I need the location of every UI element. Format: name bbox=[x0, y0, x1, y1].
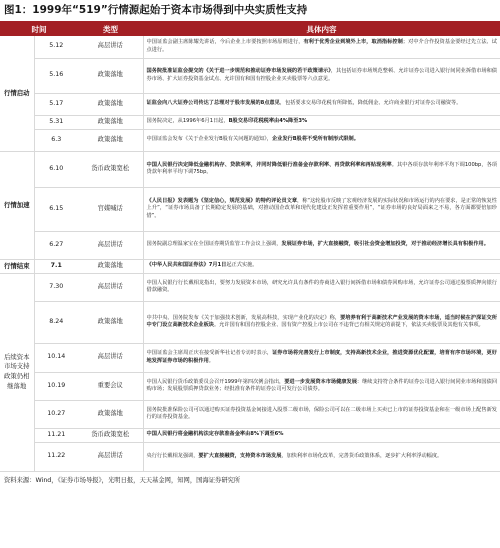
content-emphasis: 《中华人民共和国证券法》7月1日 bbox=[146, 262, 227, 269]
row-content bbox=[143, 428, 500, 442]
table-row bbox=[0, 58, 500, 93]
content-emphasis: 国务院批准证监会提交的《关于进一步规范和推动证券市场发展的若干政策请示》 bbox=[146, 68, 331, 75]
row-type: 政策落地 bbox=[78, 58, 143, 93]
row-type: 官媒喊话 bbox=[78, 187, 143, 231]
table-row bbox=[0, 400, 500, 428]
header-content: 具体内容 bbox=[143, 22, 500, 36]
table-row bbox=[0, 151, 500, 187]
content-emphasis: 要进一步发展资本市场健康发展 bbox=[284, 378, 357, 385]
row-content bbox=[143, 93, 500, 115]
content-emphasis: 企业发行B股将不受所有制形式限制。 bbox=[271, 136, 359, 143]
content-text: 央行行长戴相龙强调， bbox=[146, 452, 199, 459]
header-type: 类型 bbox=[78, 22, 143, 36]
row-type: 政策落地 bbox=[78, 259, 143, 273]
row-content bbox=[143, 343, 500, 372]
table-row bbox=[0, 129, 500, 151]
row-date: 8.24 bbox=[34, 301, 78, 343]
row-date: 10.14 bbox=[34, 343, 78, 372]
table-row bbox=[0, 442, 500, 471]
content-emphasis: 发展证券市场，扩大直接融资，吸引社会资金增加投资，对于推动经济增长具有积极作用。 bbox=[281, 241, 489, 248]
row-date: 6.10 bbox=[34, 151, 78, 187]
phase-label: 行情结束 bbox=[0, 259, 34, 273]
row-date: 6.3 bbox=[34, 129, 78, 151]
table-row bbox=[0, 372, 500, 400]
source-note: 资料来源：Wind，《证券市场导报》，光明日报，天天基金网，知网，国海证券研究所 bbox=[4, 476, 241, 484]
row-content bbox=[143, 36, 500, 58]
row-date: 7.30 bbox=[34, 273, 78, 301]
phase-label: 后续资本市场支持政策仍相继落地 bbox=[0, 273, 34, 471]
content-text: 中国证监会主席周正庆在接受新华社记者专访时表示， bbox=[146, 350, 273, 357]
row-date: 10.19 bbox=[34, 372, 78, 400]
row-content bbox=[143, 259, 500, 273]
row-date: 6.15 bbox=[34, 187, 78, 231]
row-date: 5.17 bbox=[34, 93, 78, 115]
row-type: 政策落地 bbox=[78, 93, 143, 115]
content-text: 。 bbox=[208, 357, 214, 364]
row-type: 货币政策宽松 bbox=[78, 151, 143, 187]
content-text: 中共中央、国务院发布《关于加强技术创新，发展高科技，实现产业化的决定》称， bbox=[146, 314, 341, 321]
table-body bbox=[0, 36, 500, 471]
table-row bbox=[0, 115, 500, 129]
row-content bbox=[143, 129, 500, 151]
content-text: 。允许国有和国有控股企业、国有资产控股上市公司在不违背已有相关规定的前提下，依法买卖股票及其他有关事项。 bbox=[213, 322, 484, 328]
row-type: 高层讲话 bbox=[78, 442, 143, 471]
table-row bbox=[0, 93, 500, 115]
table-row bbox=[0, 36, 500, 58]
content-text: ；对中介合作投资基金要经过先立法、试点进行。 bbox=[146, 39, 497, 53]
row-type: 政策落地 bbox=[78, 115, 143, 129]
row-content bbox=[143, 301, 500, 343]
row-date: 10.27 bbox=[34, 400, 78, 428]
content-text: 起正式实施。 bbox=[226, 262, 258, 269]
row-content bbox=[143, 115, 500, 129]
content-text: 中国证监会发布《关于企业发行B股有关问题的通知》， bbox=[146, 136, 272, 143]
table-row bbox=[0, 187, 500, 231]
row-content bbox=[143, 187, 500, 231]
header-period: 时间 bbox=[0, 22, 78, 36]
row-date: 5.31 bbox=[34, 115, 78, 129]
row-content bbox=[143, 372, 500, 400]
phase-label: 行情启动 bbox=[0, 36, 34, 151]
content-text: 国务院副总理温家宝在全国证券期货监管工作会议上强调， bbox=[146, 241, 282, 248]
content-text: 国务院决定，从1996年6月1日起， bbox=[146, 118, 229, 125]
table-row bbox=[0, 428, 500, 442]
content-text: 国务院批准保险公司可以通过购买证券投资基金间接进入股票二级市场，保险公司可以在二级市场上买卖已上市的证券投资基金和在一级市场上配售新发行的证券投资基金。 bbox=[146, 406, 497, 420]
row-date: 11.21 bbox=[34, 428, 78, 442]
content-text: 中国人民银行行长戴相龙指出，要努力发展资本市场，研究允许具有条件的券商进入银行间拆借市场和债券回购市场，允许证券公司通过股票质押向银行借款融资。 bbox=[146, 279, 497, 293]
table-row bbox=[0, 259, 500, 273]
content-text: ，其包括证券市场规范整顿、允许证券公司进入银行间同业拆借市场和债券市场、扩大证券投资基金试点、允许国有和国有控股企业买卖股票等六点意见。 bbox=[146, 68, 497, 82]
row-type: 高层讲话 bbox=[78, 273, 143, 301]
phase-label: 行情加速 bbox=[0, 151, 34, 259]
row-type: 高层讲话 bbox=[78, 231, 143, 259]
row-content bbox=[143, 151, 500, 187]
content-emphasis: 要培养有利于高新技术产业发展的资本市场，适当时候在沪深证交所中专门设立高新技术企业板块 bbox=[146, 314, 497, 328]
row-content bbox=[143, 442, 500, 471]
row-type: 高层讲话 bbox=[78, 36, 143, 58]
row-date: 6.27 bbox=[34, 231, 78, 259]
row-date: 5.16 bbox=[34, 58, 78, 93]
content-emphasis: 中国人民银行决定降低金融机构存、贷款利率，并同时降低银行准备金存款利率、再贷款利率和再贴现利率 bbox=[146, 161, 392, 168]
content-emphasis: 中国人民银行将金融机构法定存款准备金率由8%下调至6% bbox=[146, 431, 284, 438]
content-emphasis: 有利于优秀企业到境外上市，取消指标控制 bbox=[303, 39, 403, 46]
content-text: 。其中各项存款年利率平均下调100bp，各项贷款年利率平均下调75bp。 bbox=[146, 161, 497, 175]
row-type: 货币政策宽松 bbox=[78, 428, 143, 442]
content-text: ，称“这轮股市反映了宏观经济发展的实际状况和市场运行的内在要求，是正常的恢复性上升”，“证券市场具备了长期稳定发展的基础，对推动国企改革和现代化建设正发挥着重要作用”，“证券市场的良好局面来之不易，各方面都要倍加珍惜”。 bbox=[146, 198, 497, 219]
row-type: 政策落地 bbox=[78, 301, 143, 343]
content-text: ，加快利率市场化改革，完善货币政策体系，逐步扩大利率浮动幅度。 bbox=[281, 452, 443, 459]
row-type: 政策落地 bbox=[78, 400, 143, 428]
row-content bbox=[143, 400, 500, 428]
row-type: 重要会议 bbox=[78, 372, 143, 400]
content-emphasis: 要扩大直接融资，支持资本市场发展 bbox=[198, 452, 282, 459]
content-emphasis: B股交易印花税税率由4%降至3% bbox=[228, 118, 308, 125]
figure-title: 图1：1999年“519”行情源起始于资本市场得到中央实质性支持 bbox=[0, 0, 500, 22]
table-row bbox=[0, 273, 500, 301]
table-row bbox=[0, 301, 500, 343]
content-text: 中国证监会副主席陈耀先讲话，今后企业上市要按照市场原则进行， bbox=[146, 39, 304, 46]
content-emphasis: 《人民日报》发表题为《坚定信心，规范发展》的特约评论员文章 bbox=[146, 198, 298, 205]
table-row bbox=[0, 231, 500, 259]
row-type: 政策落地 bbox=[78, 129, 143, 151]
table-row bbox=[0, 343, 500, 372]
table-header-row bbox=[0, 22, 500, 36]
row-content bbox=[143, 58, 500, 93]
content-text: ：继续支持符合条件的证券公司进入银行间同业市场和国债回购市场；发展股票质押贷款业务；经批准有条件的证券公司可发行公司债券。 bbox=[146, 378, 497, 392]
row-content bbox=[143, 273, 500, 301]
row-type: 高层讲话 bbox=[78, 343, 143, 372]
content-emphasis: 证监会向八大证券公司传达了总理对于股市发展的8点意见 bbox=[146, 100, 280, 107]
row-content bbox=[143, 231, 500, 259]
content-text: ，包括要求交易印花税有所降低，降低佣金、允许商业银行对证券公司融资等。 bbox=[279, 100, 462, 107]
content-emphasis: 证券市场将完善发行上市制度，支持高新技术企业，推进资源优化配置，培育有序市场环境，更好地发挥证券市场的积极作用 bbox=[146, 350, 497, 364]
row-date: 11.22 bbox=[34, 442, 78, 471]
row-date: 7.1 bbox=[34, 259, 78, 273]
content-text: 中国人民银行货币政策委员会召开1999年第四次例会指出， bbox=[146, 378, 285, 385]
row-date: 5.12 bbox=[34, 36, 78, 58]
policy-timeline-table bbox=[0, 22, 500, 472]
